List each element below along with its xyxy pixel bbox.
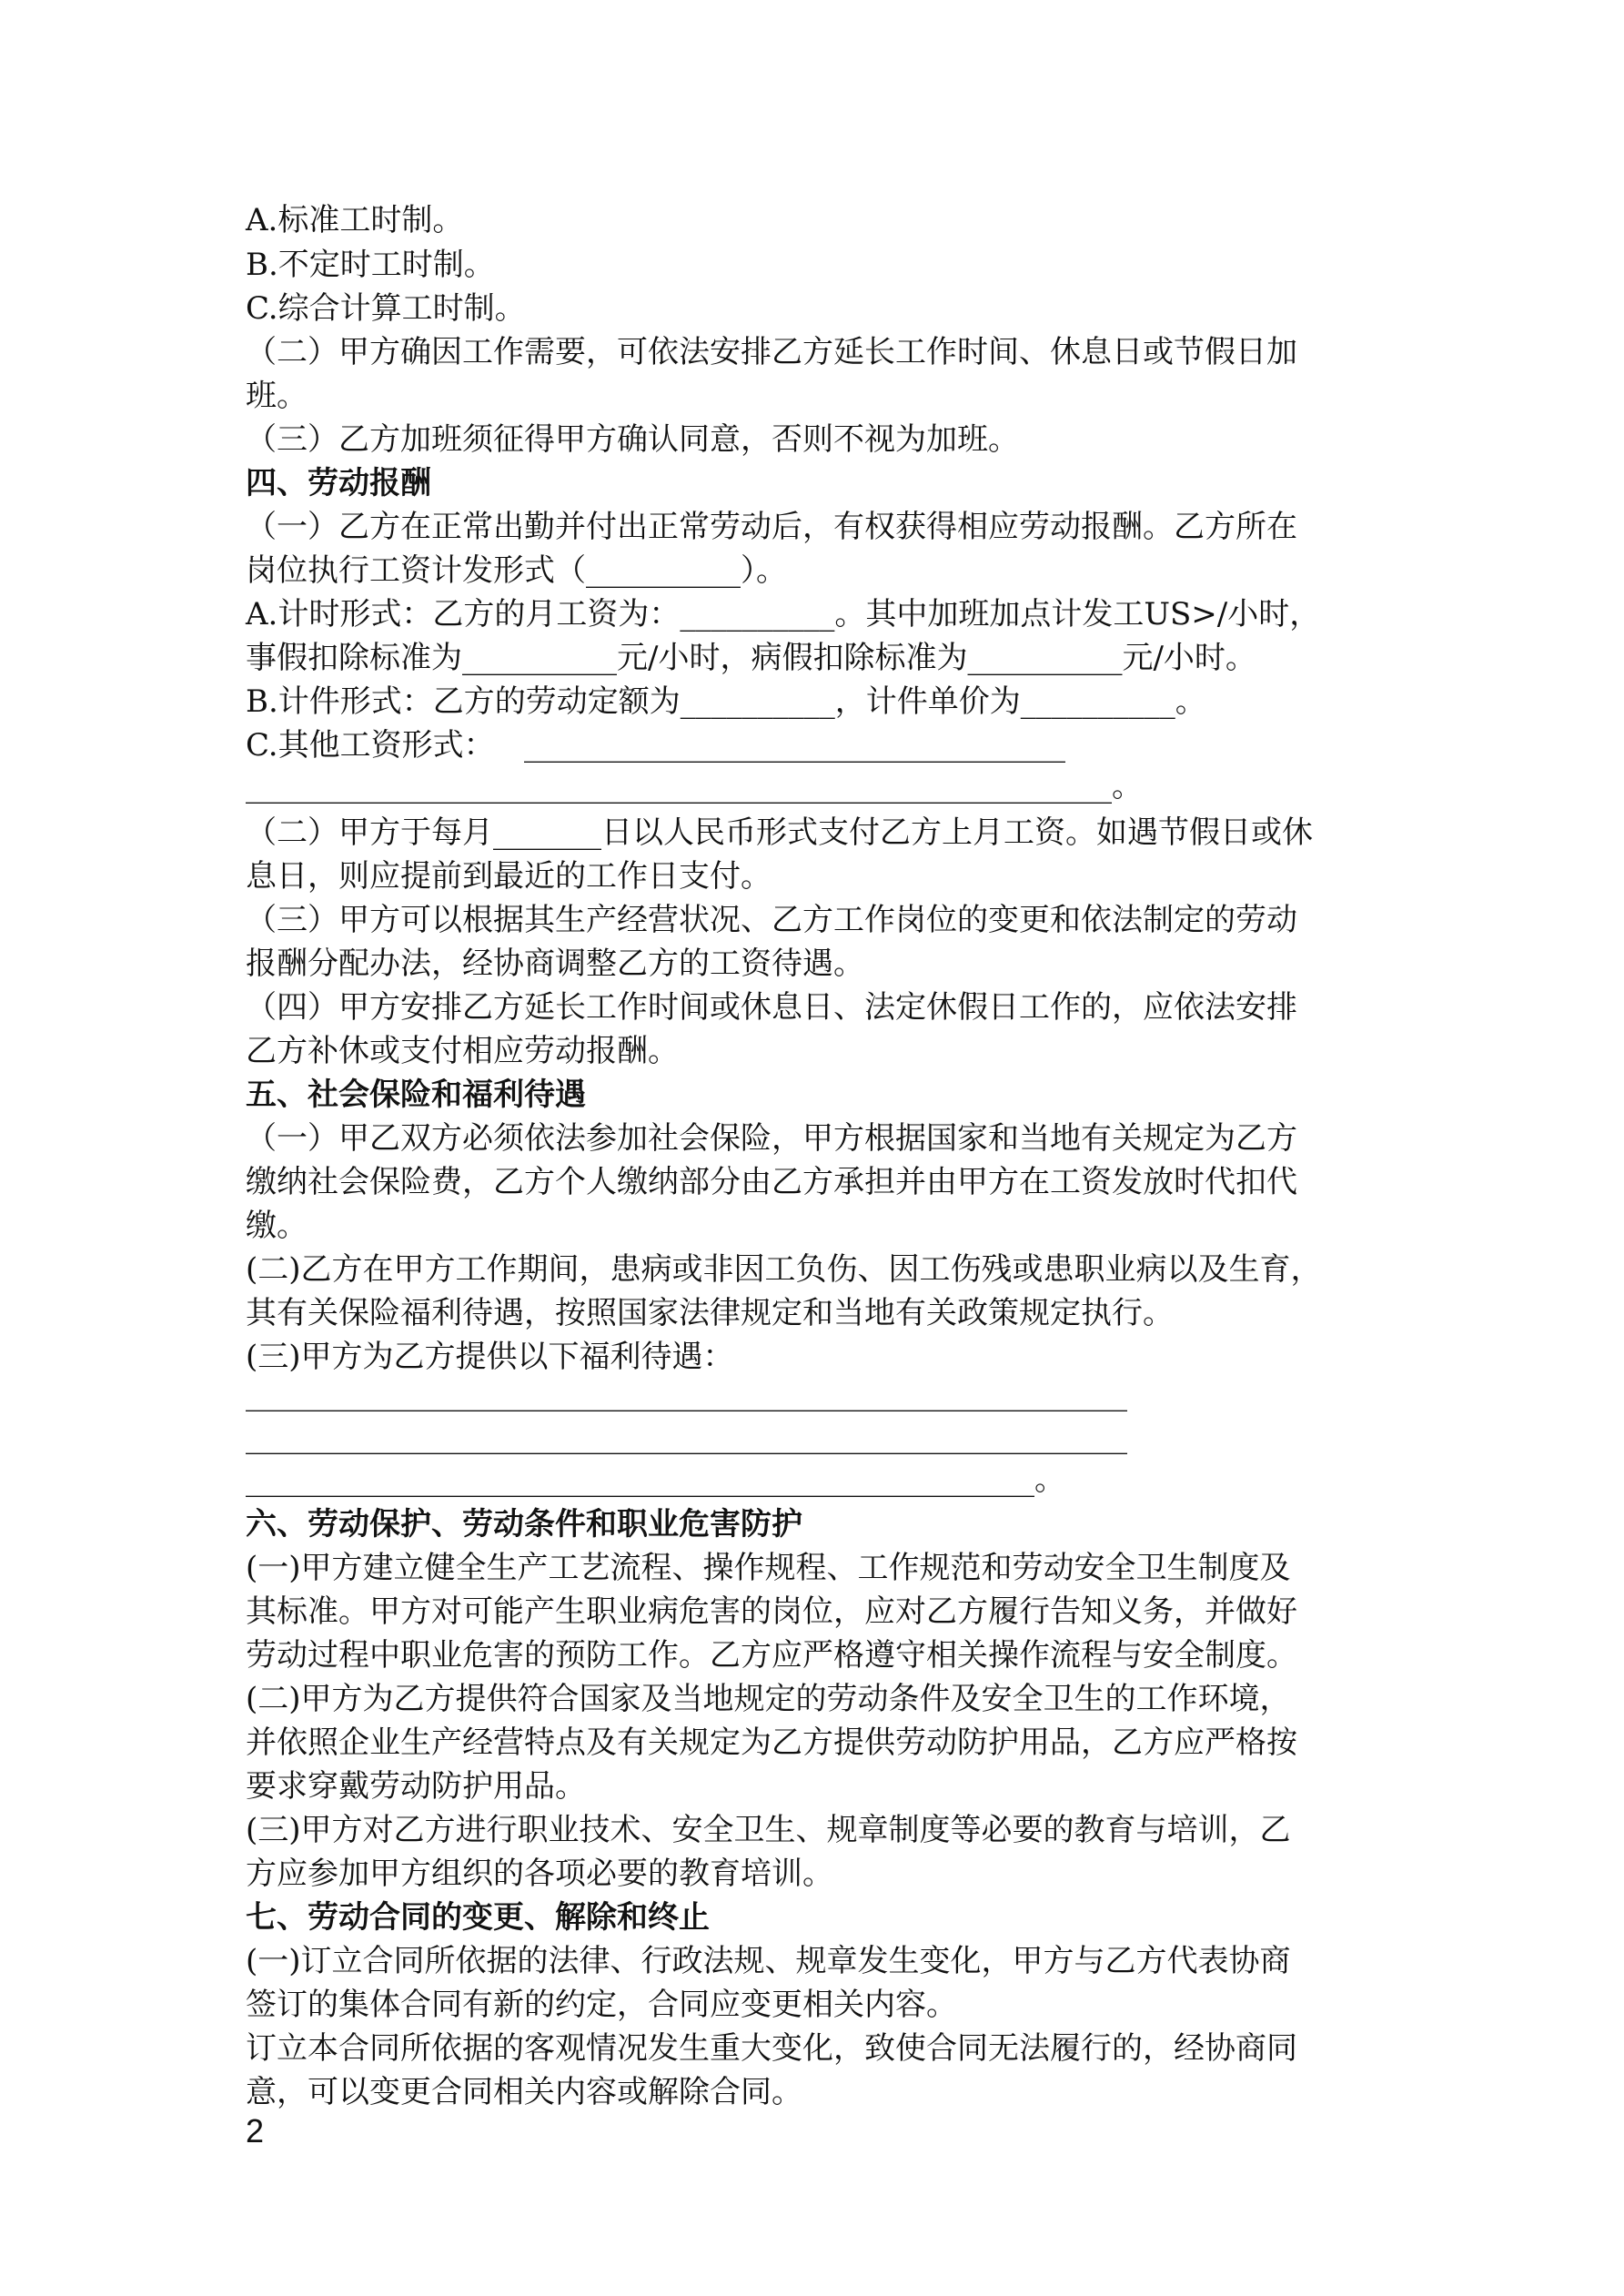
text-line-contract-change-2: 订立本合同所依据的客观情况发生重大变化，致使合同无法履行的，经协商同 — [246, 2030, 1297, 2067]
text-line-remuneration-1-cont: 岗位执行工资计发形式（__________）。 — [246, 552, 787, 589]
text-line-overtime-compensation-cont: 乙方补休或支付相应劳动报酬。 — [246, 1033, 679, 1069]
page-number: 2 — [246, 2112, 265, 2149]
text-line-pay-date-cont: 息日，则应提前到最近的工作日支付。 — [246, 858, 772, 895]
section-heading-remuneration: 四、劳动报酬 — [246, 465, 431, 501]
text-line-social-insurance-1-end: 缴。 — [246, 1208, 308, 1244]
text-line-illness-injury: (二)乙方在甲方工作期间，患病或非因工负伤、因工伤残或患职业病以及生育， — [246, 1251, 1322, 1288]
text-line-labor-protection-1: (一)甲方建立健全生产工艺流程、操作规程、工作规范和劳动安全卫生制度及 — [246, 1550, 1291, 1586]
text-line-pay-date: （二）甲方于每月_______日以人民币形式支付乙方上月工资。如遇节假日或休 — [246, 814, 1313, 851]
text-line-overtime-approval: （三）乙方加班须征得甲方确认同意，否则不视为加班。 — [246, 421, 1019, 458]
text-line-illness-injury-cont: 其有关保险福利待遇，按照国家法律规定和当地有关政策规定执行。 — [246, 1295, 1174, 1331]
text-line-labor-protection-2: (二)甲方为乙方提供符合国家及当地规定的劳动条件及安全卫生的工作环境， — [246, 1681, 1291, 1717]
blank-line-other-pay-forms: ________________________________________________________。 — [246, 768, 1143, 804]
text-line-pay-adjustment-cont: 报酬分配办法，经协商调整乙方的工资待遇。 — [246, 946, 864, 982]
section-heading-labor-protection: 六、劳动保护、劳动条件和职业危害防护 — [246, 1506, 802, 1542]
text-line-training: (三)甲方对乙方进行职业技术、安全卫生、规章制度等必要的教育与培训，乙 — [246, 1812, 1291, 1848]
text-line-contract-change-2-cont: 意，可以变更合同相关内容或解除合同。 — [246, 2074, 802, 2110]
text-line-contract-change-1: (一)订立合同所依据的法律、行政法规、规章发生变化，甲方与乙方代表协商 — [246, 1943, 1291, 1979]
section-heading-social-insurance: 五、社会保险和福利待遇 — [246, 1077, 586, 1113]
text-line-overtime-compensation: （四）甲方安排乙方延长工作时间或休息日、法定休假日工作的，应依法安排 — [246, 989, 1297, 1026]
blank-line-welfare-1: _________________________________________________________ — [246, 1376, 1127, 1412]
text-line-pay-adjustment: （三）甲方可以根据其生产经营状况、乙方工作岗位的变更和依法制定的劳动 — [246, 902, 1297, 938]
text-line-labor-protection-1-cont: 其标准。甲方对可能产生职业病危害的岗位，应对乙方履行告知义务，并做好 — [246, 1593, 1297, 1630]
blank-line-welfare-3: ___________________________________________________。 — [246, 1462, 1065, 1498]
text-line-other-pay-forms: C.其他工资形式： ___________________________________ — [246, 727, 1066, 764]
text-line-social-insurance-1-cont: 缴纳社会保险费，乙方个人缴纳部分由乙方承担并由甲方在工资发放时代扣代 — [246, 1164, 1297, 1200]
text-line-option-a-standard-hours: A.标准工时制。 — [246, 202, 464, 238]
text-line-leave-deduction: 事假扣除标准为__________元/小时，病假扣除标准为__________元/小时。 — [246, 640, 1256, 676]
text-line-labor-protection-1-end: 劳动过程中职业危害的预防工作。乙方应严格遵守相关操作流程与安全制度。 — [246, 1637, 1297, 1674]
text-line-option-b-flexible-hours: B.不定时工时制。 — [246, 247, 495, 283]
text-line-remuneration-1: （一）乙方在正常出勤并付出正常劳动后，有权获得相应劳动报酬。乙方所在 — [246, 509, 1297, 545]
text-line-labor-protection-2-cont: 并依照企业生产经营特点及有关规定为乙方提供劳动防护用品，乙方应严格按 — [246, 1725, 1297, 1761]
text-line-overtime-arrangement: （二）甲方确因工作需要，可依法安排乙方延长工作时间、休息日或节假日加 — [246, 334, 1297, 370]
text-line-option-c-comprehensive-hours: C.综合计算工时制。 — [246, 290, 526, 327]
text-line-time-based-pay: A.计时形式：乙方的月工资为：__________。其中加班加点计发工US>/小时， — [246, 596, 1321, 632]
text-line-social-insurance-1: （一）甲乙双方必须依法参加社会保险，甲方根据国家和当地有关规定为乙方 — [246, 1120, 1297, 1157]
text-line-contract-change-1-cont: 签订的集体合同有新的约定，合同应变更相关内容。 — [246, 1987, 957, 2023]
text-line-labor-protection-2-end: 要求穿戴劳动防护用品。 — [246, 1768, 586, 1805]
blank-line-welfare-2: _________________________________________________________ — [246, 1419, 1127, 1455]
text-line-training-cont: 方应参加甲方组织的各项必要的教育培训。 — [246, 1856, 833, 1892]
text-line-welfare-benefits: (三)甲方为乙方提供以下福利待遇： — [246, 1339, 734, 1375]
text-line-overtime-arrangement-cont: 班。 — [246, 378, 308, 414]
section-heading-contract-changes: 七、劳动合同的变更、解除和终止 — [246, 1899, 710, 1936]
text-line-piece-rate-pay: B.计件形式：乙方的劳动定额为__________，计件单价为__________。 — [246, 683, 1206, 720]
